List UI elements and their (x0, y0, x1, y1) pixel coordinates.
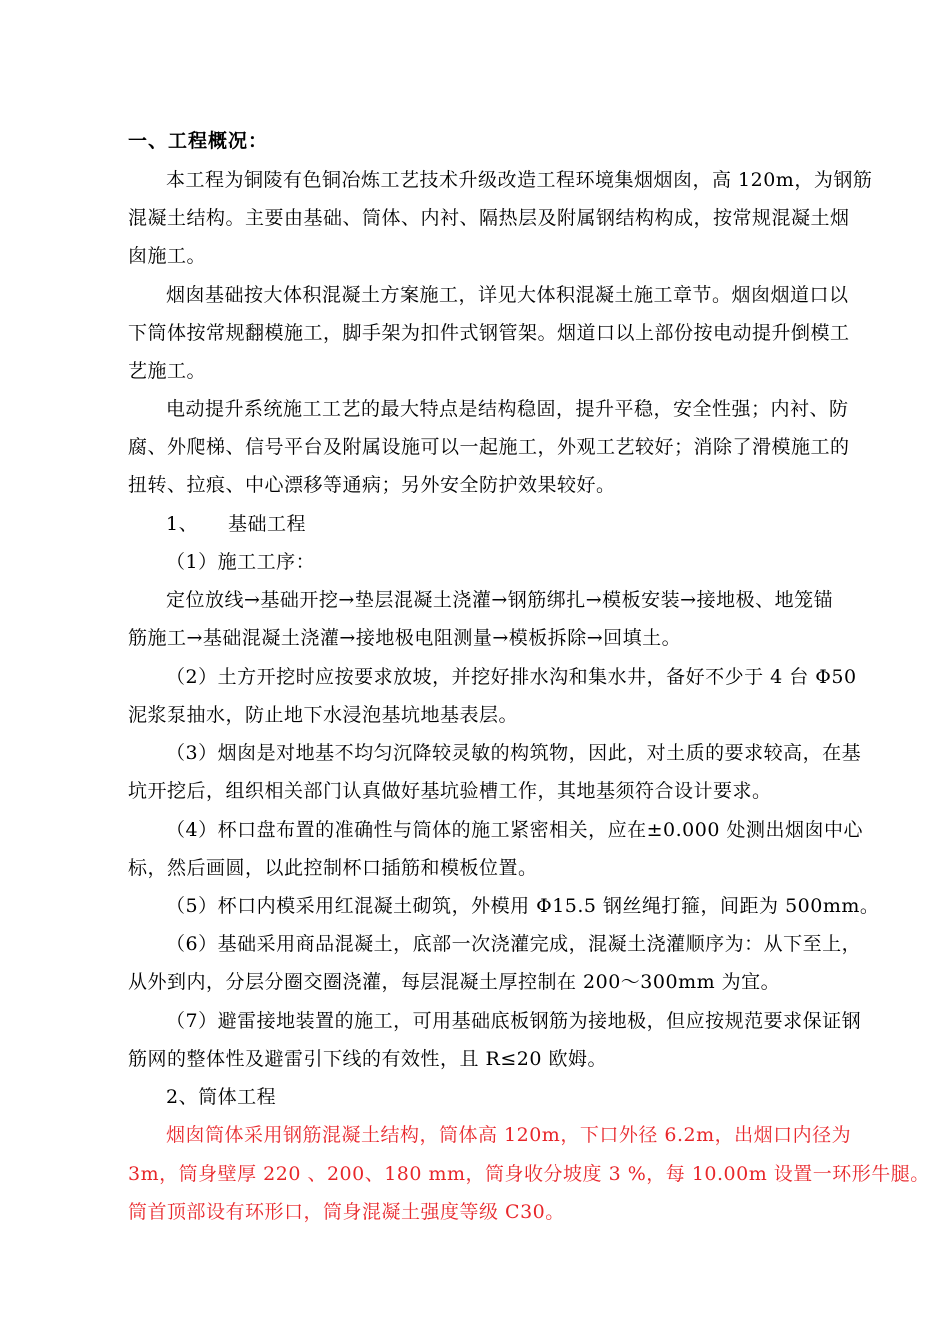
list-item: 标，然后画圆，以此控制杯口插筋和模板位置。 (128, 857, 538, 879)
paragraph-line: 下筒体按常规翻模施工，脚手架为扣件式钢管架。烟道口以上部份按电动提升倒模工 (128, 322, 850, 344)
section-1-title: 基础工程 (228, 513, 307, 535)
paragraph-line: 本工程为铜陵有色铜冶炼工艺技术升级改造工程环境集烟烟囱，高 120m，为钢筋 (166, 169, 873, 191)
list-item: 泥浆泵抽水，防止地下水浸泡基坑地基表层。 (128, 704, 519, 726)
list-item: （1）施工工序： (166, 551, 316, 573)
paragraph-line: 电动提升系统施工工艺的最大特点是结构稳固，提升平稳，安全性强；内衬、防 (166, 398, 849, 420)
list-item: 筋网的整体性及避雷引下线的有效性，且 R≤20 欧姆。 (128, 1048, 607, 1070)
paragraph-line: 烟囱基础按大体积混凝土方案施工，详见大体积混凝土施工章节。烟囱烟道口以 (166, 284, 849, 306)
list-item: 筋施工→基础混凝土浇灌→接地极电阻测量→模板拆除→回填土。 (128, 627, 682, 649)
section-1-heading (166, 512, 306, 536)
list-item: 从外到内，分层分圈交圈浇灌，每层混凝土厚控制在 200～300mm 为宜。 (128, 971, 781, 993)
section-heading: 一、工程概况： (128, 130, 269, 152)
list-item: （5）杯口内模采用红混凝土砌筑，外模用 Φ15.5 钢丝绳打箍，间距为 500mm。 (166, 895, 880, 917)
paragraph-line: 腐、外爬梯、信号平台及附属设施可以一起施工，外观工艺较好；消除了滑模施工的 (128, 436, 850, 458)
paragraph-line: 艺施工。 (128, 360, 207, 382)
section-1-number: 1、 (166, 513, 199, 535)
list-item: 坑开挖后，组织相关部门认真做好基坑验槽工作，其地基须符合设计要求。 (128, 780, 772, 802)
list-item: （6）基础采用商品混凝土，底部一次浇灌完成，混凝土浇灌顺序为：从下至上， (166, 933, 862, 955)
paragraph-line: 扭转、拉痕、中心漂移等通病；另外安全防护效果较好。 (128, 474, 616, 496)
list-item: 定位放线→基础开挖→垫层混凝土浇灌→钢筋绑扎→模板安装→接地极、地笼锚 (166, 589, 834, 611)
highlighted-line: 3m，筒身壁厚 220 、200、180 mm，筒身收分坡度 3 %，每 10.00m 设置一环形牛腿。 (128, 1163, 930, 1185)
list-item: （2）土方开挖时应按要求放坡，并挖好排水沟和集水井，备好不少于 4 台 Φ50 (166, 666, 857, 688)
highlighted-line: 筒首顶部设有环形口，筒身混凝土强度等级 C30。 (128, 1201, 565, 1223)
paragraph-line: 混凝土结构。主要由基础、筒体、内衬、隔热层及附属钢结构构成，按常规混凝土烟 (128, 207, 850, 229)
list-item: （4）杯口盘布置的准确性与筒体的施工紧密相关，应在±0.000 处测出烟囱中心 (166, 819, 863, 841)
section-2-heading: 2、筒体工程 (166, 1086, 277, 1108)
list-item: （7）避雷接地装置的施工，可用基础底板钢筋为接地极，但应按规范要求保证钢 (166, 1010, 862, 1032)
highlighted-line: 烟囱筒体采用钢筋混凝土结构，筒体高 120m，下口外径 6.2m，出烟口内径为 (166, 1124, 852, 1146)
paragraph-line: 囱施工。 (128, 245, 207, 267)
list-item: （3）烟囱是对地基不均匀沉降较灵敏的构筑物，因此，对土质的要求较高，在基 (166, 742, 862, 764)
